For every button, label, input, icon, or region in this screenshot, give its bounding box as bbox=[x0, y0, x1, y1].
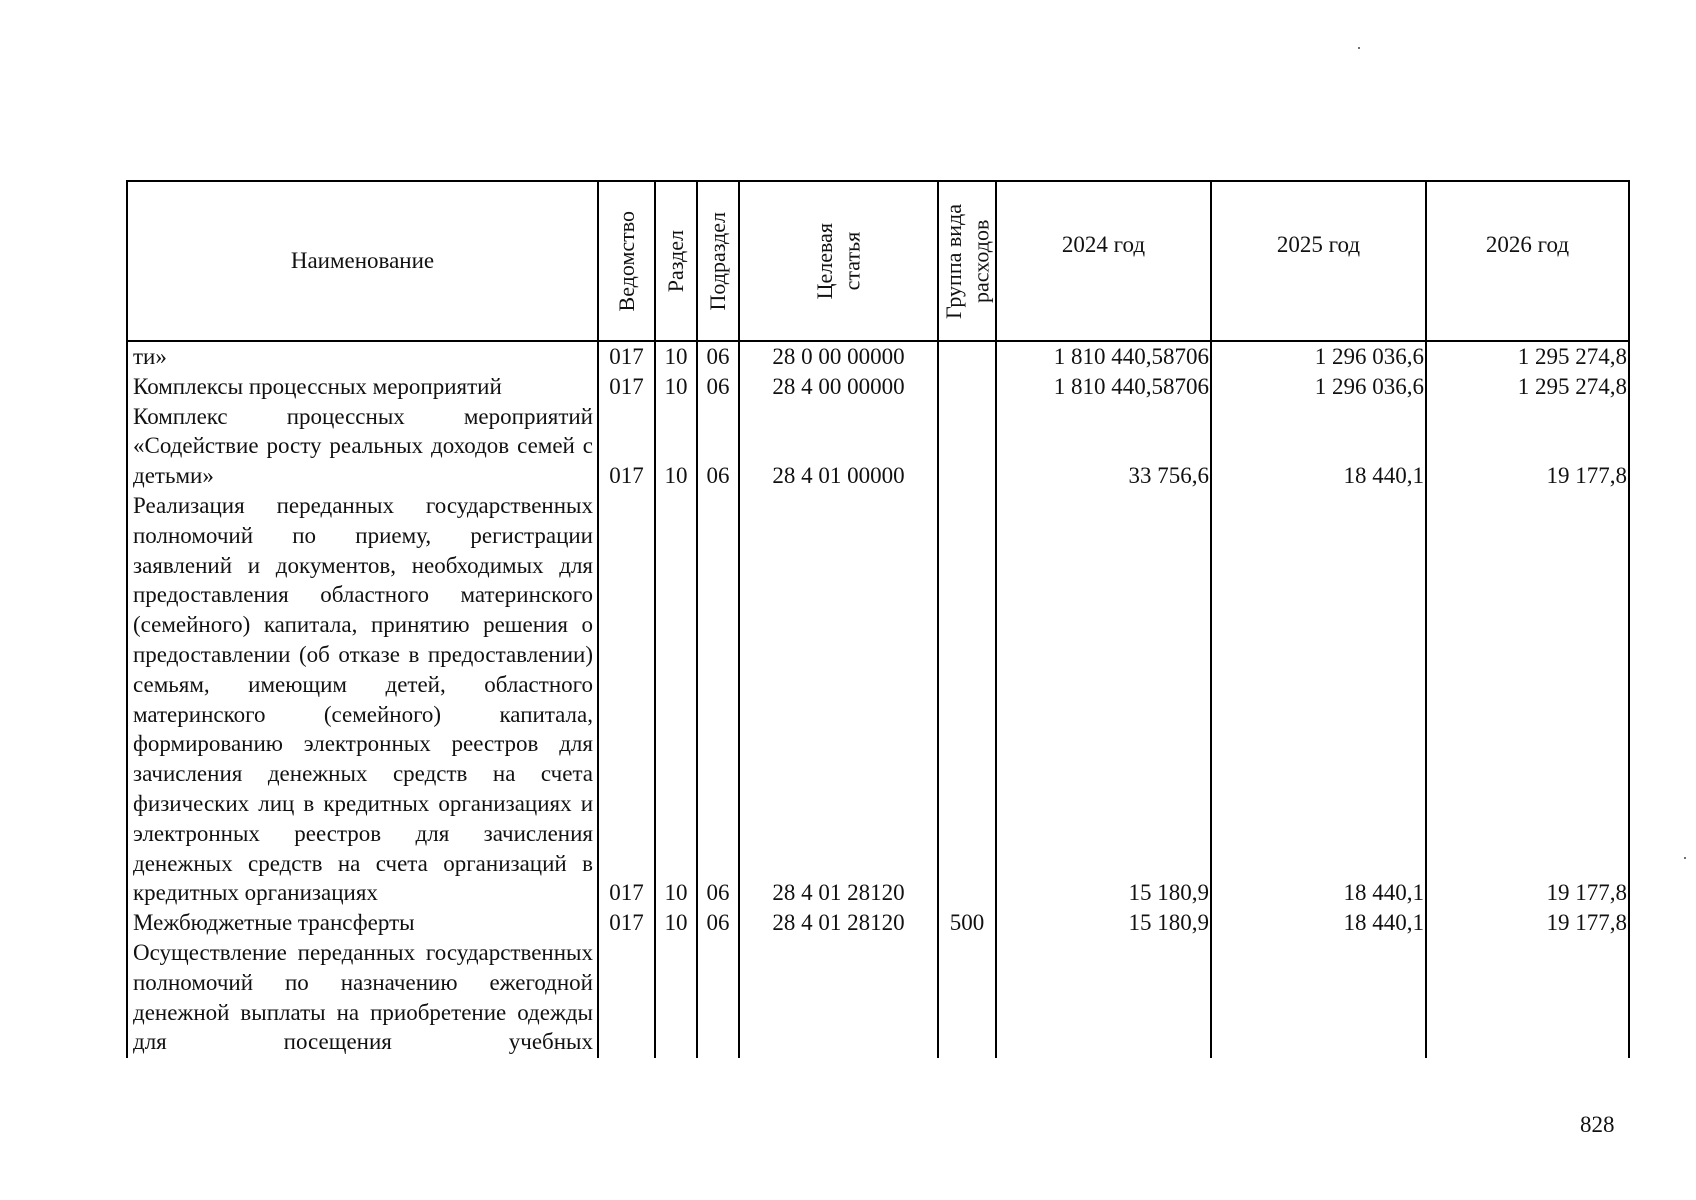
row-amount-2025: 18 440,1 bbox=[1211, 491, 1426, 908]
row-amount-2024: 15 180,9 bbox=[996, 491, 1211, 908]
row-amount-2026: 19 177,8 bbox=[1426, 402, 1629, 491]
header-department: Ведомство bbox=[598, 181, 655, 341]
row-amount-2026: 19 177,8 bbox=[1426, 491, 1629, 908]
row-name: Реализация переданных государственных полномочий по приему, регистрации заявлений и документов, необходимых для предоставления областного материнского (семейного) капитала, принятию решения о предоставлении (об отказе в предоставлении) семьям, имеющим детей, областного материнского (семейного) капитала, формированию электронных реестров для зачисления денежных средств на счета физических лиц в кредитных организациях и электронных реестров для зачисления денежных средств на счета организаций в кредитных организациях bbox=[127, 491, 598, 908]
row-target-item: 28 4 01 00000 bbox=[739, 402, 938, 491]
row-amount-2026: 1 295 274,8 bbox=[1426, 372, 1629, 402]
header-expense-group: Группа вида расходов bbox=[938, 181, 996, 341]
row-section bbox=[655, 938, 697, 1058]
header-year-2025: 2025 год bbox=[1211, 181, 1426, 341]
header-section: Раздел bbox=[655, 181, 697, 341]
row-department: 017 bbox=[598, 341, 655, 372]
row-name: Комплексы процессных мероприятий bbox=[127, 372, 598, 402]
budget-table bbox=[126, 180, 1630, 1058]
table-row bbox=[127, 491, 1629, 908]
row-amount-2024: 1 810 440,58706 bbox=[996, 372, 1211, 402]
row-department: 017 bbox=[598, 402, 655, 491]
row-target-item: 28 4 01 28120 bbox=[739, 491, 938, 908]
header-year-2024: 2024 год bbox=[996, 181, 1211, 341]
row-amount-2024: 15 180,9 bbox=[996, 908, 1211, 938]
row-subsection: 06 bbox=[697, 372, 739, 402]
table-row bbox=[127, 402, 1629, 491]
row-target-item: 28 4 00 00000 bbox=[739, 372, 938, 402]
page-number: 828 bbox=[1580, 1112, 1615, 1137]
row-amount-2024: 33 756,6 bbox=[996, 402, 1211, 491]
row-name: Межбюджетные трансферты bbox=[127, 908, 598, 938]
header-row bbox=[127, 181, 1629, 341]
table-row bbox=[127, 372, 1629, 402]
row-expense-group bbox=[938, 341, 996, 372]
row-name: ти» bbox=[127, 341, 598, 372]
table-row bbox=[127, 938, 1629, 1058]
row-subsection: 06 bbox=[697, 908, 739, 938]
row-amount-2025: 18 440,1 bbox=[1211, 402, 1426, 491]
row-section: 10 bbox=[655, 372, 697, 402]
row-amount-2024: 1 810 440,58706 bbox=[996, 341, 1211, 372]
row-department: 017 bbox=[598, 491, 655, 908]
row-section: 10 bbox=[655, 908, 697, 938]
header-year-2026: 2026 год bbox=[1426, 181, 1629, 341]
row-amount-2026: 19 177,8 bbox=[1426, 908, 1629, 938]
row-amount-2025: 1 296 036,6 bbox=[1211, 372, 1426, 402]
row-expense-group bbox=[938, 372, 996, 402]
row-subsection: 06 bbox=[697, 491, 739, 908]
row-amount-2025: 18 440,1 bbox=[1211, 908, 1426, 938]
row-amount-2026: 1 295 274,8 bbox=[1426, 341, 1629, 372]
row-target-item: 28 0 00 00000 bbox=[739, 341, 938, 372]
scan-speck bbox=[1684, 857, 1686, 859]
row-target-item bbox=[739, 938, 938, 1058]
row-amount-2024 bbox=[996, 938, 1211, 1058]
row-subsection: 06 bbox=[697, 341, 739, 372]
row-section: 10 bbox=[655, 402, 697, 491]
row-section: 10 bbox=[655, 491, 697, 908]
header-target-item: Целевая статья bbox=[739, 181, 938, 341]
table-row bbox=[127, 908, 1629, 938]
row-expense-group bbox=[938, 491, 996, 908]
row-subsection bbox=[697, 938, 739, 1058]
row-amount-2025 bbox=[1211, 938, 1426, 1058]
header-name: Наименование bbox=[127, 181, 598, 341]
row-department: 017 bbox=[598, 372, 655, 402]
row-expense-group bbox=[938, 402, 996, 491]
row-name: Осуществление переданных государственных полномочий по назначению ежегодной денежной выплаты на приобретение одежды для посещения учебных bbox=[127, 938, 598, 1058]
row-name: Комплекс процессных мероприятий «Содействие росту реальных доходов семей с детьми» bbox=[127, 402, 598, 491]
row-section: 10 bbox=[655, 341, 697, 372]
row-department bbox=[598, 938, 655, 1058]
row-department: 017 bbox=[598, 908, 655, 938]
row-expense-group bbox=[938, 938, 996, 1058]
row-amount-2025: 1 296 036,6 bbox=[1211, 341, 1426, 372]
scan-speck bbox=[1358, 47, 1360, 49]
table-row bbox=[127, 341, 1629, 372]
row-expense-group: 500 bbox=[938, 908, 996, 938]
row-subsection: 06 bbox=[697, 402, 739, 491]
header-subsection: Подраздел bbox=[697, 181, 739, 341]
row-target-item: 28 4 01 28120 bbox=[739, 908, 938, 938]
row-amount-2026 bbox=[1426, 938, 1629, 1058]
